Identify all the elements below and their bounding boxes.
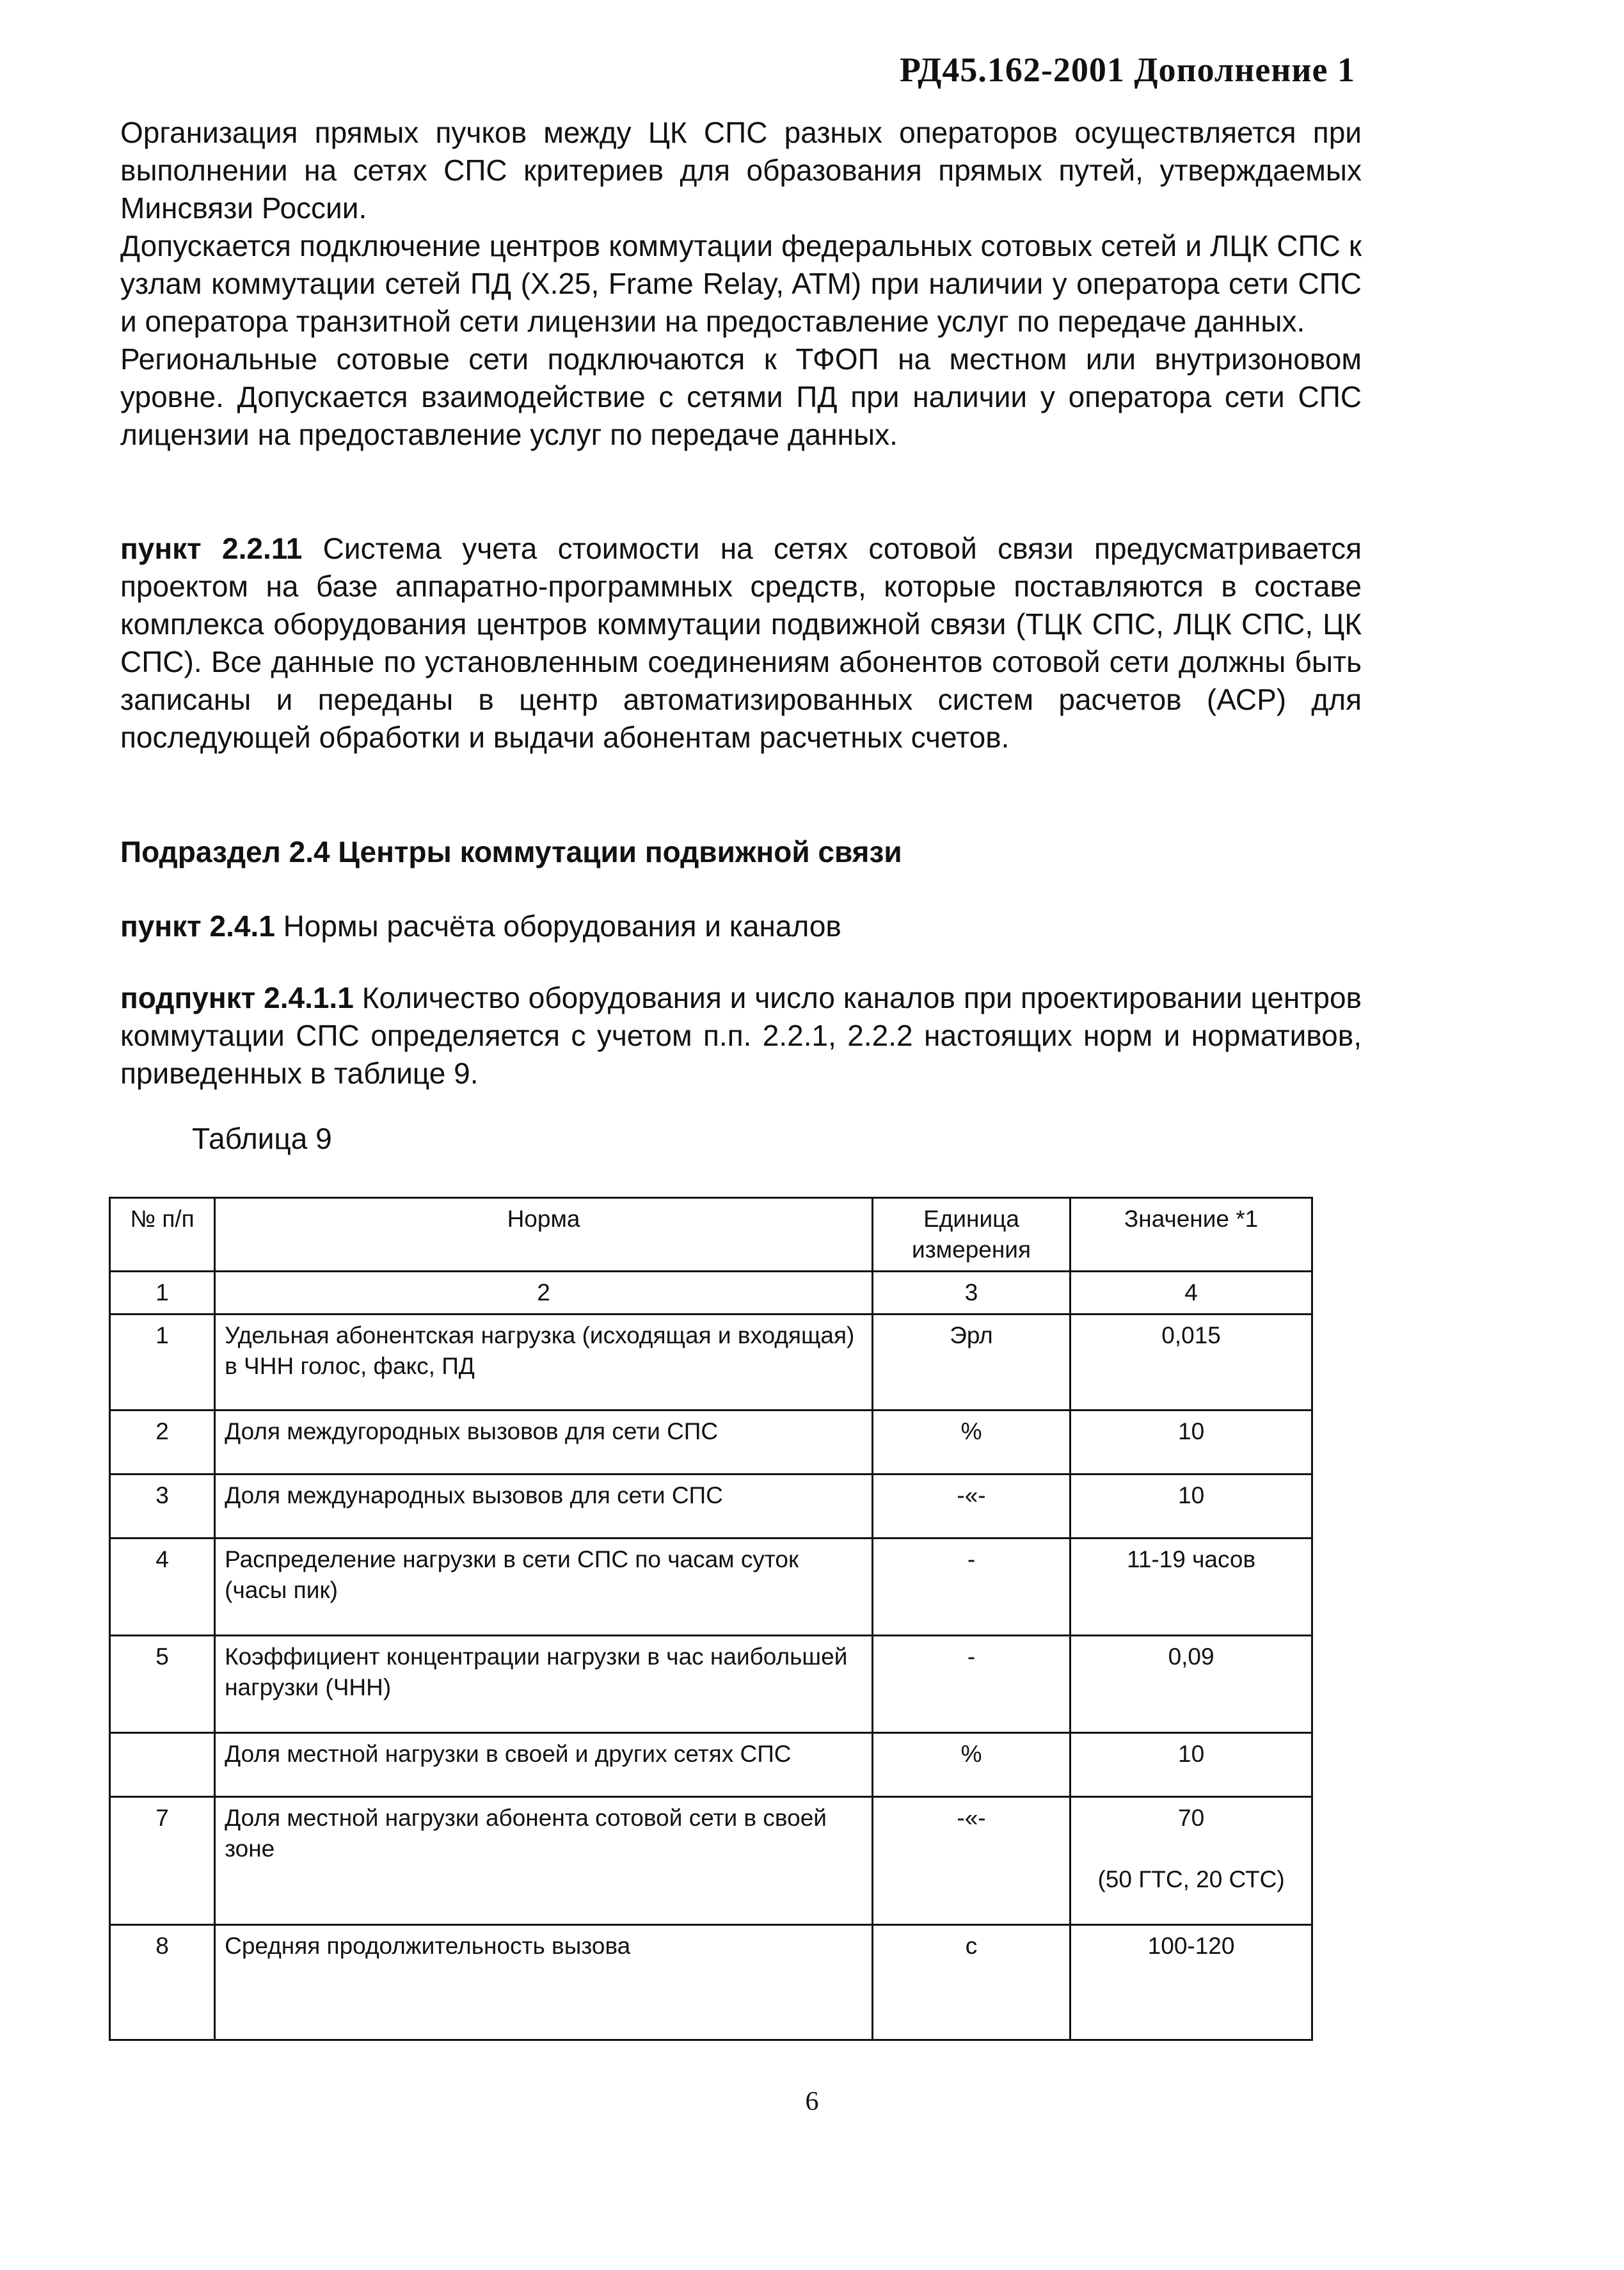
paragraph-norms <box>120 907 1362 945</box>
clause-text-2-4-1-1: Количество оборудования и число каналов при проектировании центров коммутации СПС определяется с учетом п.п. 2.2.1, 2.2.2 настоящих норм и нормативов, приведенных в таблице 9. <box>120 981 1362 1090</box>
table-row <box>110 1475 1312 1539</box>
table-row <box>110 1797 1312 1925</box>
norms-table <box>109 1197 1313 2041</box>
section-heading: Подраздел 2.4 Центры коммутации подвижной связи <box>120 835 902 868</box>
row-norm: Доля междугородных вызовов для сети СПС <box>215 1411 873 1475</box>
row-value: 70 <box>1178 1805 1205 1831</box>
document-header: РД45.162-2001 Дополнение 1 <box>900 51 1355 89</box>
row-number: 8 <box>110 1925 215 2040</box>
table-row <box>110 1539 1312 1636</box>
row-norm: Средняя продолжительность вызова <box>215 1925 873 2040</box>
row-value-note: (50 ГТС, 20 СТС) <box>1097 1866 1285 1892</box>
clause-text-2-2-11: Система учета стоимости на сетях сотовой связи предусматривается проектом на базе аппаратно-программных средств, которые поставляются в составе комплекса оборудования центров коммутации подвижной связи (ТЦК СПС, ЛЦК СПС, ЦК СПС). Все данные по установленным соединениям абонентов сотовой сети должны быть записаны и переданы в центр автоматизированных систем расчетов (АСР) для последующей обработки и выдачи абонентам расчетных счетов. <box>120 532 1362 754</box>
row-unit: с <box>872 1925 1070 2040</box>
clause-text-2-4-1: Нормы расчёта оборудования и каналов <box>275 909 841 943</box>
row-number: 1 <box>110 1315 215 1411</box>
row-number: 4 <box>110 1539 215 1636</box>
row-number: 5 <box>110 1636 215 1733</box>
row-unit: % <box>872 1733 1070 1797</box>
header-norm: Норма <box>215 1198 873 1272</box>
row-value: 11-19 часов <box>1071 1539 1312 1636</box>
row-value: 10 <box>1071 1475 1312 1539</box>
row-norm: Доля местной нагрузки в своей и других сетях СПС <box>215 1733 873 1797</box>
row-unit: Эрл <box>872 1315 1070 1411</box>
paragraph-pd-connection: Допускается подключение центров коммутации федеральных сотовых сетей и ЛЦК СПС к узлам коммутации сетей ПД (X.25, Frame Relay, ATM) при наличии у оператора сети СПС и оператора транзитной сети лицензии на предоставление услуг по передаче данных. <box>120 229 1362 338</box>
clause-label-2-4-1: пункт 2.4.1 <box>120 909 275 943</box>
row-norm: Доля местной нагрузки абонента сотовой сети в своей зоне <box>215 1797 873 1925</box>
table-index-row <box>110 1272 1312 1315</box>
row-value: 0,015 <box>1071 1315 1312 1411</box>
index-cell: 2 <box>215 1272 873 1315</box>
row-value: 10 <box>1071 1733 1312 1797</box>
header-value: Значение *1 <box>1071 1198 1312 1272</box>
table-row <box>110 1733 1312 1797</box>
page-number: 6 <box>805 2087 819 2116</box>
header-unit: Единица измерения <box>872 1198 1070 1272</box>
table-row <box>110 1925 1312 2040</box>
row-number: 7 <box>110 1797 215 1925</box>
index-cell: 1 <box>110 1272 215 1315</box>
row-unit: - <box>872 1636 1070 1733</box>
row-value-cell <box>1071 1797 1312 1925</box>
index-cell: 3 <box>872 1272 1070 1315</box>
paragraph-regional-networks: Региональные сотовые сети подключаются к ТФОП на местном или внутризоновом уровне. Допускается взаимодействие с сетями ПД при наличии у оператора сети СПС лицензии на предоставление услуг по передаче данных. <box>120 342 1362 451</box>
table-row <box>110 1315 1312 1411</box>
row-value: 100-120 <box>1071 1925 1312 2040</box>
row-unit: -«- <box>872 1797 1070 1925</box>
index-cell: 4 <box>1071 1272 1312 1315</box>
table-row <box>110 1636 1312 1733</box>
row-unit: % <box>872 1411 1070 1475</box>
paragraph-equipment <box>120 979 1362 1092</box>
clause-label-2-2-11: пункт 2.2.11 <box>120 532 303 565</box>
row-number: 2 <box>110 1411 215 1475</box>
header-number: № п/п <box>110 1198 215 1272</box>
table-caption: Таблица 9 <box>192 1122 332 1155</box>
row-value: 10 <box>1071 1411 1312 1475</box>
table-header-row <box>110 1198 1312 1272</box>
row-norm: Распределение нагрузки в сети СПС по часам суток (часы пик) <box>215 1539 873 1636</box>
row-unit: - <box>872 1539 1070 1636</box>
row-unit: -«- <box>872 1475 1070 1539</box>
row-number <box>110 1733 215 1797</box>
intro-paragraphs <box>120 114 1362 454</box>
row-value: 0,09 <box>1071 1636 1312 1733</box>
row-norm: Удельная абонентская нагрузка (исходящая и входящая) в ЧНН голос, факс, ПД <box>215 1315 873 1411</box>
clause-label-2-4-1-1: подпункт 2.4.1.1 <box>120 981 354 1014</box>
paragraph-direct-bundles: Организация прямых пучков между ЦК СПС разных операторов осуществляется при выполнении на сетях СПС критериев для образования прямых путей, утверждаемых Минсвязи России. <box>120 116 1362 225</box>
table-row <box>110 1411 1312 1475</box>
row-norm: Доля международных вызовов для сети СПС <box>215 1475 873 1539</box>
paragraph-billing <box>120 530 1362 756</box>
row-number: 3 <box>110 1475 215 1539</box>
row-norm: Коэффициент концентрации нагрузки в час наибольшей нагрузки (ЧНН) <box>215 1636 873 1733</box>
